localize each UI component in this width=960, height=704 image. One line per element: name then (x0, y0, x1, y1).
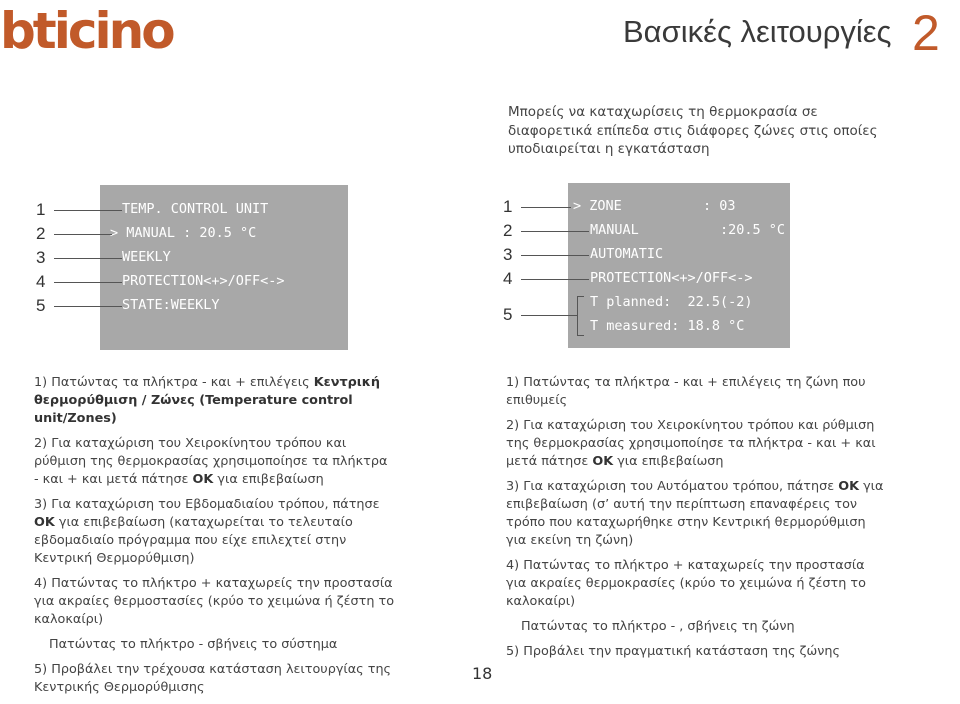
left-display-panel (100, 185, 348, 350)
left-instructions (34, 374, 396, 704)
right-display-line-2: MANUAL :20.5 °C (590, 222, 786, 238)
left-step-3-ok: ΟΚ (34, 515, 55, 530)
right-callout-4: 4 (503, 269, 513, 288)
chapter-number: 2 (912, 5, 940, 61)
right-display-line-1: > ZONE : 03 (573, 198, 736, 214)
right-step-2-text: 2) Για καταχώριση του Χειροκίνητου τρόπου και ρύθμιση της θερμοκρασίας χρησιμοποίησε τα πλήκτρα - και + και μετά πάτησε (506, 418, 876, 469)
intro-text: Μπορείς να καταχωρίσεις τη θερμοκρασία σε διαφορετικά επίπεδα στις διάφορες ζώνες στις οποίες υποδιαιρείται η εγκατάσταση (508, 104, 878, 157)
right-display-panel (568, 183, 790, 348)
left-display-line-5: STATE:WEEKLY (122, 297, 220, 313)
right-connector-2 (521, 231, 589, 232)
left-step-4-note: Πατώντας το πλήκτρο - σβήνεις το σύστημα (49, 637, 338, 652)
right-bracket-5 (577, 296, 584, 336)
right-step-3-text: 3) Για καταχώριση του Αυτόματου τρόπου, πάτησε (506, 479, 839, 494)
right-instructions (506, 374, 886, 668)
right-connector-1 (521, 207, 571, 208)
right-step-4-note: Πατώντας το πλήκτρο - , σβήνεις τη ζώνη (521, 619, 795, 634)
right-connector-4 (521, 279, 589, 280)
left-step-4: 4) Πατώντας το πλήκτρο + καταχωρείς την προστασία για ακραίες θερμοστασίες (κρύο το χειμώνα ή ζέστη το καλοκαίρι) (34, 576, 395, 627)
left-step-2-text: 2) Για καταχώριση του Χειροκίνητου τρόπου και ρύθμιση της θερμοκρασίας χρησιμοποίησε τα πλήκτρα - και + και μετά πάτησε (34, 436, 388, 487)
right-step-2 (506, 417, 886, 471)
right-step-2-tail: για επιβεβαίωση (613, 454, 724, 469)
left-step-1-text: 1) Πατώντας τα πλήκτρα - και + επιλέγεις (34, 375, 314, 390)
left-step-3 (34, 496, 396, 568)
left-step-2-ok: ΟΚ (192, 472, 214, 487)
left-callout-3: 3 (36, 248, 46, 267)
left-step-2 (34, 435, 396, 489)
right-display-line-3: AUTOMATIC (590, 246, 664, 262)
brand-logo: bticino (0, 2, 173, 60)
page-title: Βασικές λειτουργίες (623, 14, 892, 49)
left-display-line-3: WEEKLY (122, 249, 171, 265)
left-step-5: 5) Προβάλει την τρέχουσα κατάσταση λειτουργίας της Κεντρικής Θερμορύθμισης (34, 662, 392, 695)
right-step-3 (506, 478, 886, 550)
left-display-line-4: PROTECTION<+>/OFF<-> (122, 273, 285, 289)
left-display-line-2: > MANUAL : 20.5 °C (110, 225, 257, 241)
right-step-4: 4) Πατώντας το πλήκτρο + καταχωρείς την προστασία για ακραίες θερμοκρασίες (κρύο το χειμώνα ή ζέστη το καλοκαίρι) (506, 558, 866, 609)
left-connector-2 (54, 234, 112, 235)
right-connector-3 (521, 255, 589, 256)
right-callout-3: 3 (503, 245, 513, 264)
right-step-3-tail: για επιβεβαίωση (σ’ αυτή την περίπτωση επαναφέρεις τον τρόπο που καταχωρήθηκε στην Κεντρική θερμορύθμιση για εκείνη τη ζώνη) (506, 479, 884, 548)
right-display-line-4: PROTECTION<+>/OFF<-> (590, 270, 753, 286)
left-step-1-bold: Κεντρική θερμορύθμιση / Ζώνες (Temperature control unit/Zones) (34, 375, 380, 426)
left-callout-4: 4 (36, 272, 46, 291)
right-callout-5: 5 (503, 305, 513, 324)
right-step-3-ok: ΟΚ (838, 479, 859, 494)
left-connector-4 (54, 282, 122, 283)
right-display-line-6: T measured: 18.8 °C (590, 318, 745, 334)
left-step-3-text: 3) Για καταχώριση του Εβδομαδιαίου τρόπου, πάτησε (34, 497, 380, 512)
left-connector-3 (54, 258, 122, 259)
right-step-2-ok: ΟΚ (592, 454, 614, 469)
left-step-1 (34, 374, 396, 428)
page-number: 18 (472, 664, 493, 683)
left-step-2-tail: για επιβεβαίωση (213, 472, 324, 487)
right-step-5: 5) Προβάλει την πραγματική κατάσταση της ζώνης (506, 644, 840, 659)
right-step-1: 1) Πατώντας τα πλήκτρα - και + επιλέγεις τη ζώνη που επιθυμείς (506, 375, 866, 408)
left-callout-2: 2 (36, 224, 46, 243)
left-display-line-1: TEMP. CONTROL UNIT (122, 201, 269, 217)
left-step-3-tail: για επιβεβαίωση (καταχωρείται το τελευταίο εβδομαδιαίο πρόγραμμα που είχε επιλεχτεί στην Κεντρική Θερμορύθμιση) (34, 515, 353, 566)
left-connector-1 (54, 210, 122, 211)
right-callout-2: 2 (503, 221, 513, 240)
left-callout-1: 1 (36, 200, 46, 219)
left-callout-5: 5 (36, 296, 46, 315)
left-connector-5 (54, 306, 122, 307)
right-connector-5 (521, 315, 577, 316)
right-callout-1: 1 (503, 197, 513, 216)
right-display-line-5: T planned: 22.5(-2) (590, 294, 753, 310)
